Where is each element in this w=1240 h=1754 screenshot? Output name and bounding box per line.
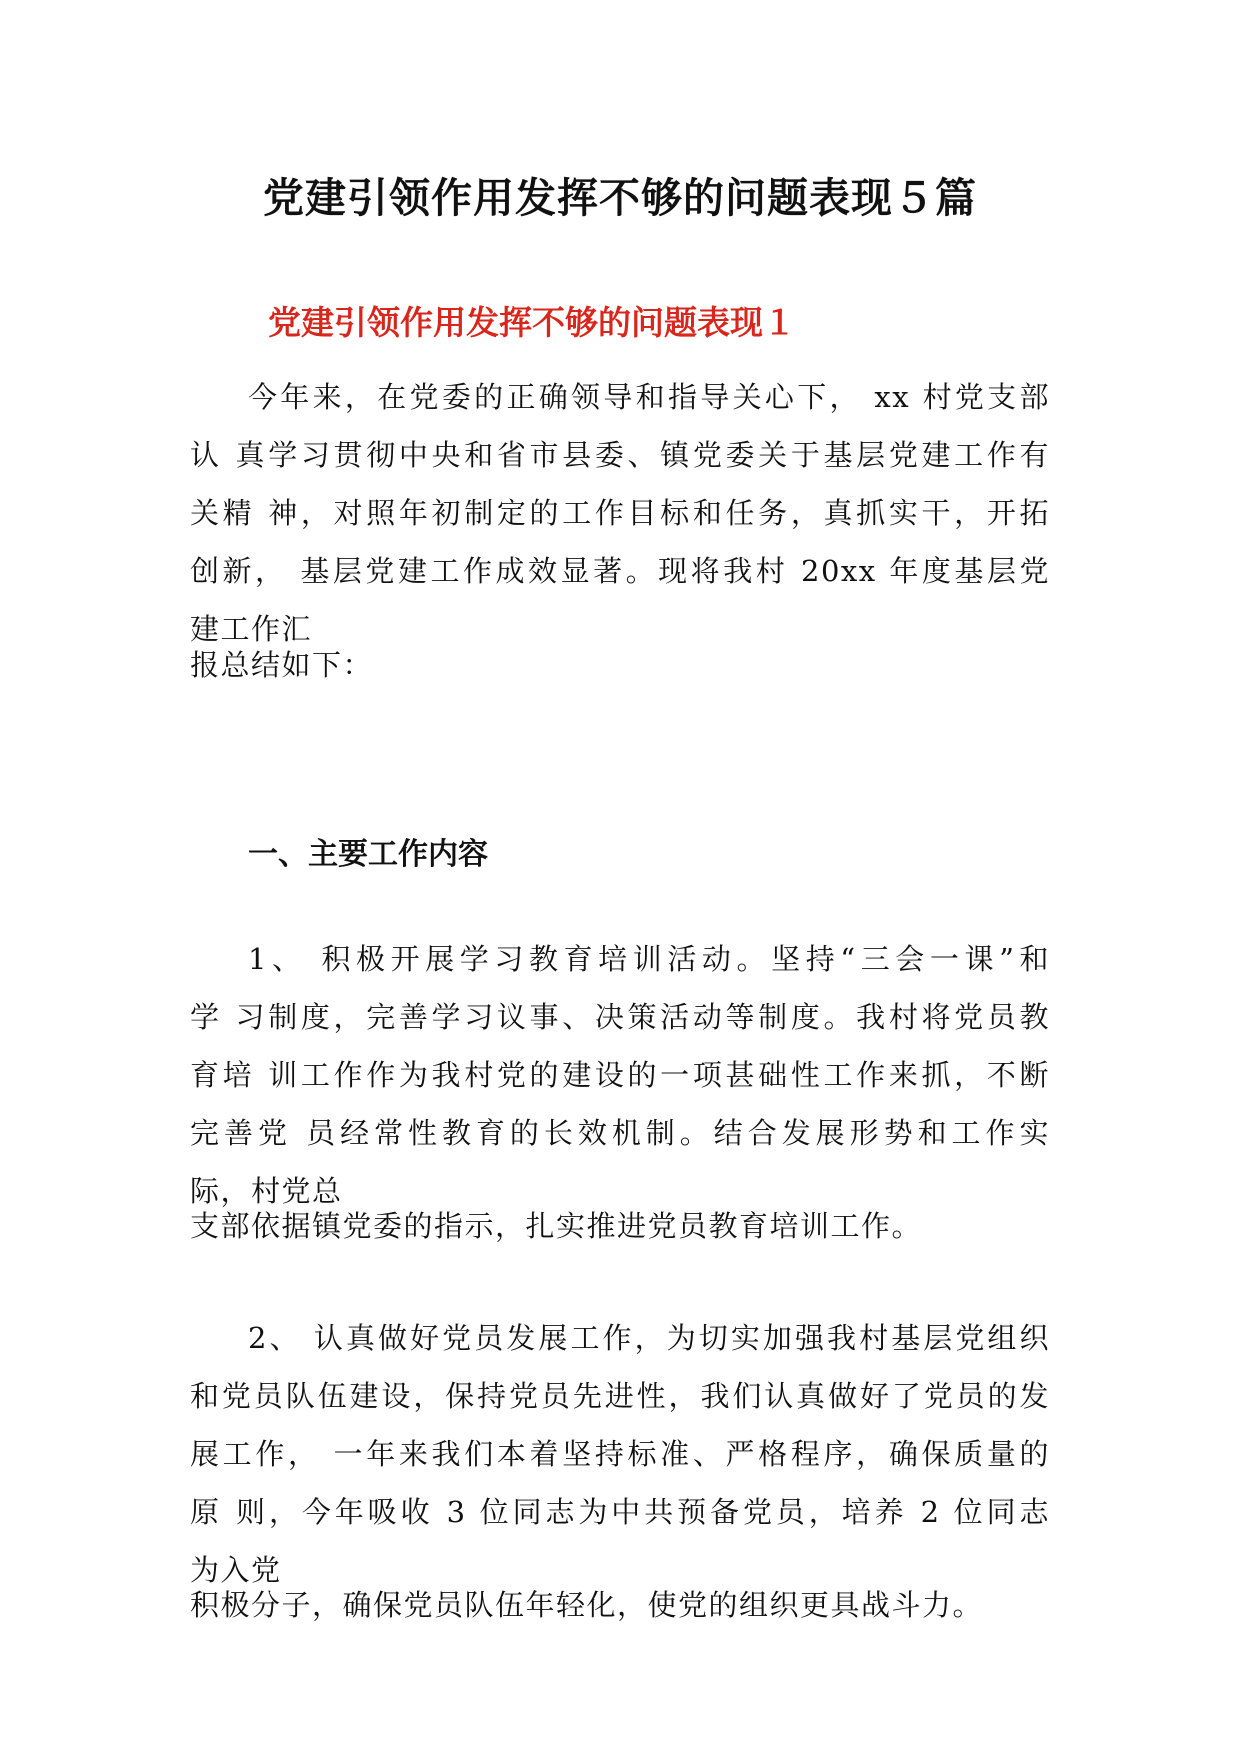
item2-line-4: 原 则，今年吸收 3 位同志为中共预备党员，培养 2 位同志 (190, 1495, 1050, 1529)
item2-line-1: 2、 认真做好党员发展工作，为切实加强我村基层党组织 (248, 1321, 1050, 1355)
intro-continuation-line: 报总结如下： (190, 648, 374, 682)
document-title: 党建引领作用发挥不够的问题表现５篇 (263, 174, 977, 222)
item2-paragraph (190, 1309, 1050, 1599)
item1-line-5: 际，村党总 (190, 1174, 343, 1208)
item1-continuation-line: 支部依据镇党委的指示，扎实推进党员教育培训工作。 (190, 1209, 923, 1243)
item1-paragraph (190, 930, 1050, 1220)
intro-line-5: 建工作汇 (190, 612, 313, 646)
item1-line-4: 完善党 员经常性教育的长效机制。结合发展形势和工作实 (190, 1116, 1050, 1150)
item1-continuation (190, 1197, 1050, 1255)
item2-continuation (190, 1576, 1050, 1634)
item2-line-2: 和党员队伍建设，保持党员先进性，我们认真做好了党员的发 (190, 1379, 1050, 1413)
item1-line-2: 学 习制度，完善学习议事、决策活动等制度。我村将党员教 (190, 1000, 1050, 1034)
intro-line-3: 关精 神，对照年初制定的工作目标和任务，真抓实干，开拓 (190, 496, 1050, 530)
item2-line-5: 为入党 (190, 1553, 282, 1587)
intro-continuation (190, 636, 1050, 694)
heading-main-work: 一、主要工作内容 (248, 837, 488, 872)
item2-line-3: 展工作， 一年来我们本着坚持标准、严格程序，确保质量的 (190, 1437, 1050, 1471)
intro-paragraph (190, 368, 1050, 658)
section-title: 党建引领作用发挥不够的问题表现１ (268, 303, 796, 342)
intro-line-1: 今年来，在党委的正确领导和指导关心下， xx 村党支部 (248, 380, 1050, 414)
item2-continuation-line: 积极分子，确保党员队伍年轻化，使党的组织更具战斗力。 (190, 1588, 984, 1622)
item1-line-3: 育培 训工作作为我村党的建设的一项甚础性工作来抓，不断 (190, 1058, 1050, 1092)
intro-line-2: 认 真学习贯彻中央和省市县委、镇党委关于基层党建工作有 (190, 438, 1050, 472)
intro-line-4: 创新， 基层党建工作成效显著。现将我村 20xx 年度基层党 (190, 554, 1050, 588)
item1-line-1: 1、 积极开展学习教育培训活动。坚持“三会一课”和 (248, 942, 1050, 976)
